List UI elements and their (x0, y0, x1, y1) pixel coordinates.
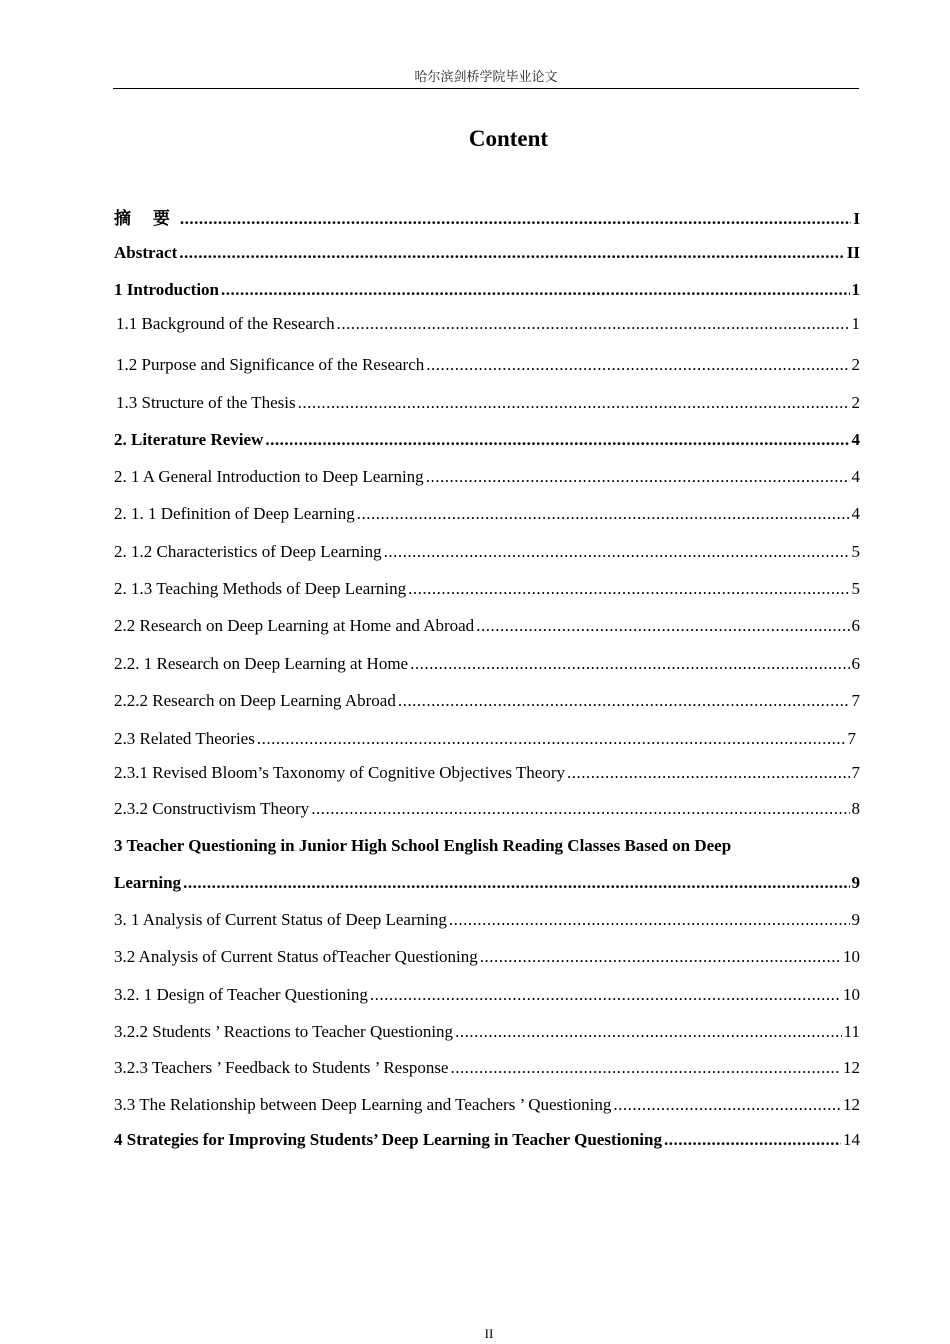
toc-entry[interactable] (114, 579, 860, 603)
toc-entry-label: 3.2. 1 Design of Teacher Questioning (114, 985, 368, 1004)
toc-entry[interactable] (116, 393, 860, 417)
toc-entry-page: 7 (851, 763, 860, 782)
toc-entry[interactable] (116, 314, 860, 338)
toc-entry-page: 1 (851, 314, 860, 333)
toc-entry-page: 14 (843, 1130, 860, 1149)
toc-entry-label: 1.3 Structure of the Thesis (116, 393, 296, 412)
toc-entry[interactable] (114, 616, 860, 640)
toc-entry-label: 1.1 Background of the Research (116, 314, 335, 333)
toc-entry-page: 5 (851, 579, 860, 598)
toc-entry-page: 10 (843, 985, 860, 1004)
toc-entry-page: 9 (851, 873, 860, 892)
toc-entry-label: 3.2.3 Teachers ’ Feedback to Students ’ Response (114, 1058, 449, 1077)
toc-entry[interactable] (114, 467, 860, 491)
toc-entry[interactable] (114, 204, 860, 228)
toc-entry[interactable] (114, 691, 860, 715)
toc-entry-label: 3. 1 Analysis of Current Status of Deep Learning (114, 910, 447, 929)
page-number: II (484, 1326, 494, 1341)
toc-entry-label: Abstract (114, 243, 178, 262)
toc-entry[interactable] (114, 1022, 860, 1046)
toc-entry[interactable] (114, 729, 856, 753)
toc-entry-label: 摘 要 (114, 209, 178, 229)
toc-entry[interactable] (114, 280, 860, 304)
toc-entry[interactable] (114, 1095, 860, 1119)
toc-entry-page: 11 (843, 1022, 860, 1041)
toc-entry[interactable] (114, 873, 860, 897)
toc-entry[interactable] (114, 504, 860, 528)
toc-entry[interactable] (114, 654, 860, 678)
toc-entry[interactable] (114, 910, 860, 934)
toc-entry-page: 6 (851, 654, 860, 673)
toc-entry-label: 2. 1. 1 Definition of Deep Learning (114, 504, 355, 523)
toc-entry-label: 2.3 Related Theories (114, 729, 255, 748)
toc-entry[interactable] (114, 799, 860, 823)
toc-entry-page: 4 (851, 430, 860, 449)
toc-entry-page: 12 (843, 1095, 860, 1114)
toc-entry-label: 2.3.1 Revised Bloom’s Taxonomy of Cognitive Objectives Theory (114, 763, 565, 782)
toc-entry-label-continued: Learning (114, 873, 182, 892)
toc-entry-label: 3.2.2 Students ’ Reactions to Teacher Questioning (114, 1022, 454, 1041)
toc-entry-label: 3.2 Analysis of Current Status ofTeacher Questioning (114, 947, 478, 966)
toc-entry[interactable] (114, 1058, 860, 1082)
toc-entry[interactable] (114, 763, 860, 787)
toc-entry-page: 7 (851, 691, 860, 710)
toc-entry-page: 4 (851, 467, 860, 486)
toc-entry-page: I (853, 209, 860, 228)
toc-entry-label: 2. 1.3 Teaching Methods of Deep Learning (114, 579, 407, 598)
toc-entry-page: 6 (851, 616, 860, 635)
toc-entry-label: 3.3 The Relationship between Deep Learning and Teachers ’ Questioning (114, 1095, 612, 1114)
toc-entry-page: 7 (847, 729, 856, 748)
toc-entry-label: 2. 1 A General Introduction to Deep Learning (114, 467, 424, 486)
toc-entry-page: 5 (851, 542, 860, 561)
toc-entry[interactable] (114, 430, 860, 454)
toc-entry-page: 8 (851, 799, 860, 818)
toc-entry[interactable] (114, 985, 860, 1009)
toc-entry[interactable] (114, 947, 860, 971)
running-header: 哈尔滨剑桥学院毕业论文 (414, 70, 558, 85)
page-title: Content (468, 126, 549, 151)
toc-entry-page: 10 (843, 947, 860, 966)
toc-entry-label: 2.2.2 Research on Deep Learning Abroad (114, 691, 396, 710)
header-divider (113, 88, 859, 89)
toc-entry-page: 1 (851, 280, 860, 299)
toc-entry-label[interactable]: 3 Teacher Questioning in Junior High School English Reading Classes Based on Deep (114, 836, 732, 855)
toc-entry-page: II (846, 243, 860, 262)
toc-entry[interactable] (114, 1130, 860, 1154)
toc-entry[interactable] (116, 355, 860, 379)
toc-entry-page: 2 (851, 393, 860, 412)
toc-entry-label: 2. Literature Review (114, 430, 264, 449)
toc-entry-label: 2.3.2 Constructivism Theory (114, 799, 310, 818)
toc-entry[interactable] (114, 243, 860, 267)
toc-entry-page: 12 (843, 1058, 860, 1077)
toc-entry[interactable] (114, 542, 860, 566)
toc-entry-label: 1 Introduction (114, 280, 220, 299)
toc-entry-label: 2.2. 1 Research on Deep Learning at Home (114, 654, 409, 673)
toc-entry-page: 2 (851, 355, 860, 374)
toc-entry-label: 1.2 Purpose and Significance of the Research (116, 355, 425, 374)
toc-entry-label: 4 Strategies for Improving Students’ Deep Learning in Teacher Questioning (114, 1130, 662, 1149)
toc-entry-label: 2. 1.2 Characteristics of Deep Learning (114, 542, 382, 561)
toc-entry-page: 9 (851, 910, 860, 929)
toc-entry-page: 4 (851, 504, 860, 523)
toc-entry-label: 2.2 Research on Deep Learning at Home and Abroad (114, 616, 475, 635)
